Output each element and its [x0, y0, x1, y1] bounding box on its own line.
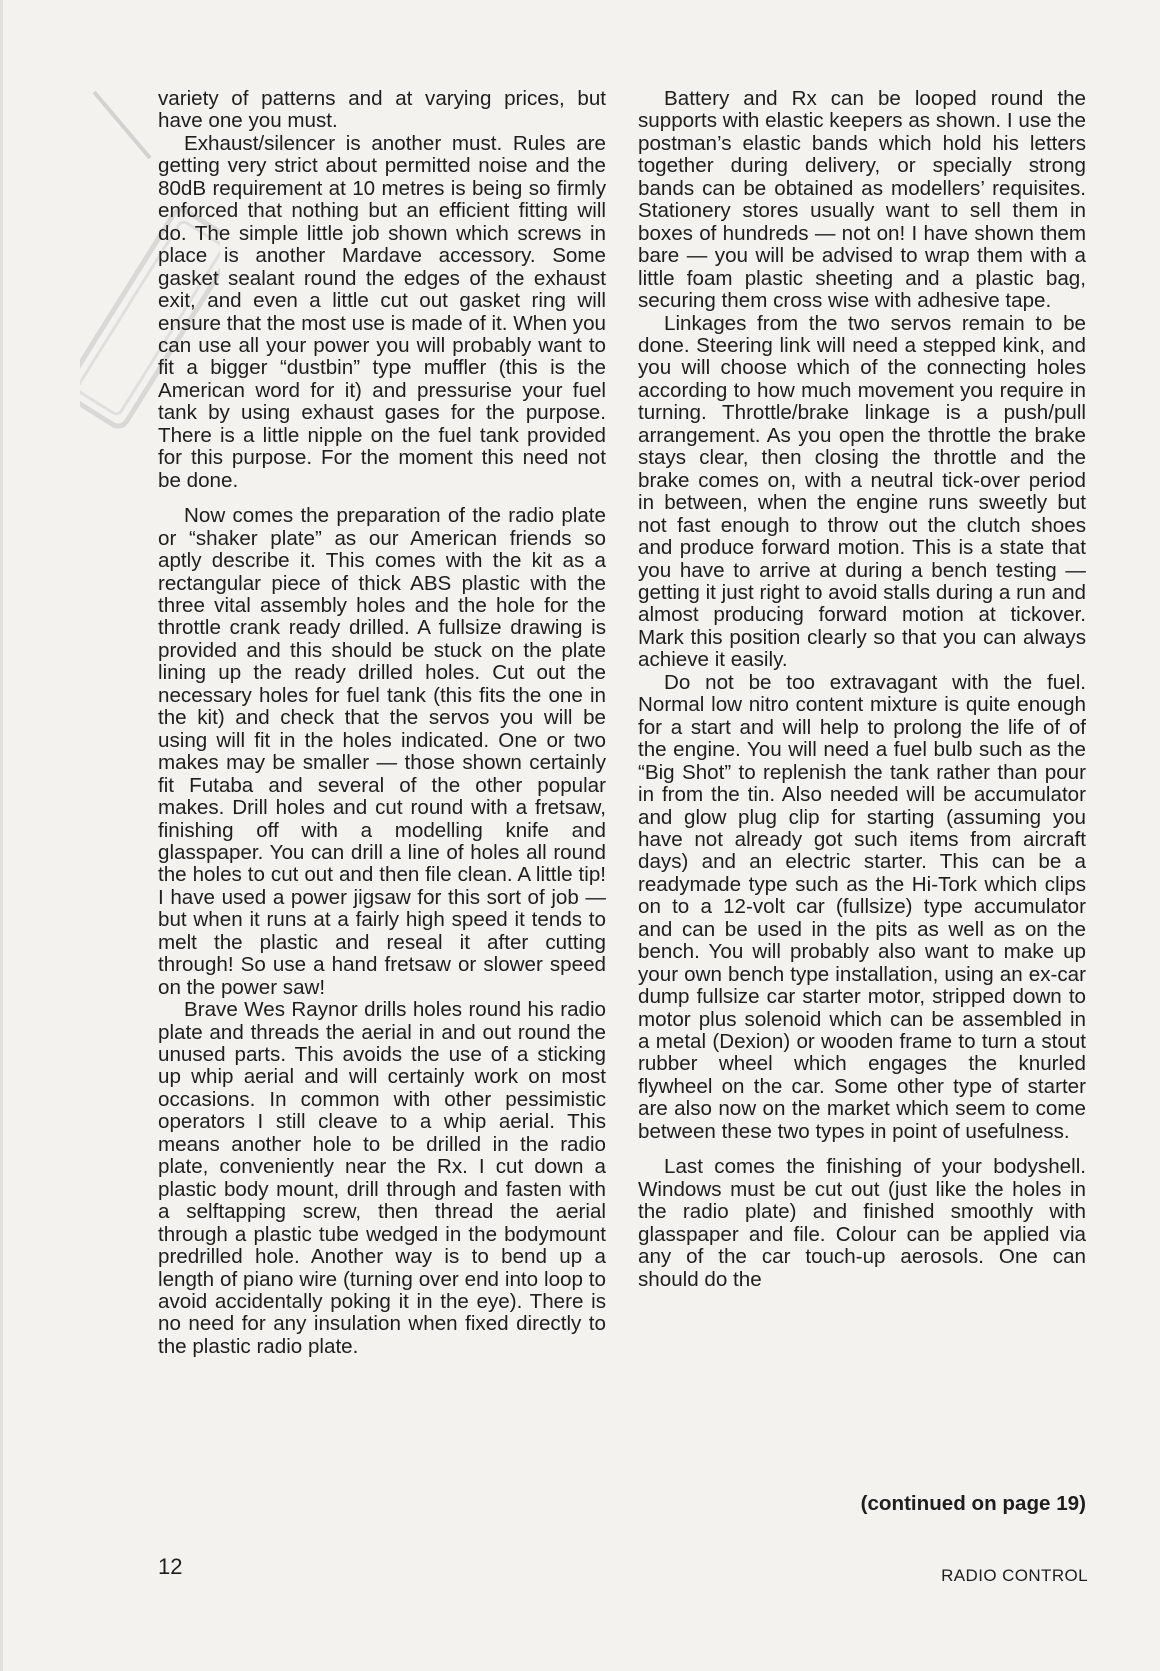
- left-paragraph: variety of patterns and at varying prices, but have one you must.: [158, 87, 606, 133]
- left-paragraph: Exhaust/silencer is another must. Rules are getting very strict about permitted noise and the 80dB requirement at 10 metres is being so firmly enforced that nothing but an efficient fitting will do. The simple little job shown which screws in place is another Mardave accessory. Some gasket sealant round the edges of the exhaust exit, and even a little cut out gasket ring will ensure that the most use is made of it. When you can use all your power you will probably want to fit a bigger “dustbin” type muffler (this is the American word for it) and pressurise your fuel tank by using exhaust gases for the purpose. There is a little nipple on the fuel tank provided for this purpose. For the moment this need not be done.: [158, 131, 606, 492]
- right-paragraph: Battery and Rx can be looped round the supports with elastic keepers as shown. I use the postman’s elastic bands which hold his letters together during delivery, or specially strong bands can be obtained as modellers’ requisites. Stationery stores usually want to sell them in boxes of hundreds — not on! I have shown them bare — you will be advised to wrap them with a little foam plastic sheeting and a plastic bag, securing them cross wise with adhesive tape.: [638, 87, 1086, 313]
- left-paragraph: Now comes the preparation of the radio plate or “shaker plate” as our American friends so aptly describe it. This comes with the kit as a rectangular piece of thick ABS plastic with the three vital assembly holes and the hole for the throttle crank ready drilled. A fullsize drawing is provided and this should be stuck on the plate lining up the ready drilled holes. Cut out the necessary holes for fuel tank (this fits the one in the kit) and check that the servos you will be using will fit in the holes indicated. One or two makes may be smaller — those shown certainly fit Futaba and several of the other popular makes. Drill holes and cut round with a fretsaw, finishing off with a modelling knife and glasspaper. You can drill a line of holes all round the holes to cut out and then file clean. A little tip! I have used a power jigsaw for this sort of job — but when it runs at a fairly high speed it tends to melt the plastic and reseal it after cutting through! So use a hand fretsaw or slower speed on the power saw!: [158, 504, 606, 999]
- right-paragraph: Last comes the finishing of your bodyshell. Windows must be cut out (just like the holes in the radio plate) and finished smoothly with glasspaper and file. Colour can be applied via any of the car touch-up aerosols. One can should do the: [638, 1155, 1086, 1291]
- right-paragraph: Linkages from the two servos remain to be done. Steering link will need a stepped kink, and you will choose which of the connecting holes according to how much movement you require in turning. Throttle/brake linkage is a push/pull arrangement. As you open the throttle the brake stays clear, then closing the throttle and the brake comes on, with a neutral tick-over period in between, when the engine runs sweetly but not fast enough to throw out the clutch shoes and produce forward motion. This is a state that you have to arrive at during a bench testing — getting it just right to avoid stalls during a run and almost producing forward motion at tickover. Mark this position clearly so that you can always achieve it easily.: [638, 311, 1086, 672]
- page-number: 12: [158, 1554, 183, 1579]
- right-paragraph: Do not be too extravagant with the fuel. Normal low nitro content mixture is quite enough for a start and will help to prolong the life of of the engine. You will need a fuel bulb such as the “Big Shot” to replenish the tank rather than pour in from the tin. Also needed will be accumulator and glow plug clip for starting (assuming you have not already got such items from aircraft days) and an electric starter. This can be a readymade type such as the Hi-Tork which clips on to a 12-volt car (fullsize) type accumulator and can be used in the pits as well as on the bench. You will probably also want to make up your own bench type installation, using an ex-car dump fullsize car starter motor, stripped down to motor plus solenoid which can be assembled in a metal (Dexion) or wooden frame to turn a stout rubber wheel which engages the knurled flywheel on the car. Some other type of starter are also now on the market which seem to come between these two types in point of usefulness.: [638, 670, 1086, 1143]
- right-column: [638, 88, 1086, 1291]
- continued-note: (continued on page 19): [860, 1492, 1086, 1515]
- left-column: [158, 88, 606, 1358]
- left-paragraph: Brave Wes Raynor drills holes round his radio plate and threads the aerial in and out round the unused parts. This avoids the use of a sticking up whip aerial and will certainly work on most occasions. In common with other pessimistic operators I still cleave to a whip aerial. This means another hole to be drilled in the radio plate, conveniently near the Rx. I cut down a plastic body mount, drill through and fasten with a selftapping screw, then thread the aerial through a plastic tube wedged in the bodymount predrilled hole. Another way is to bend up a length of piano wire (turning over end into loop to avoid accidentally poking it in the eye). There is no need for any insulation when fixed directly to the plastic radio plate.: [158, 998, 606, 1358]
- magazine-name: RADIO CONTROL: [941, 1566, 1088, 1585]
